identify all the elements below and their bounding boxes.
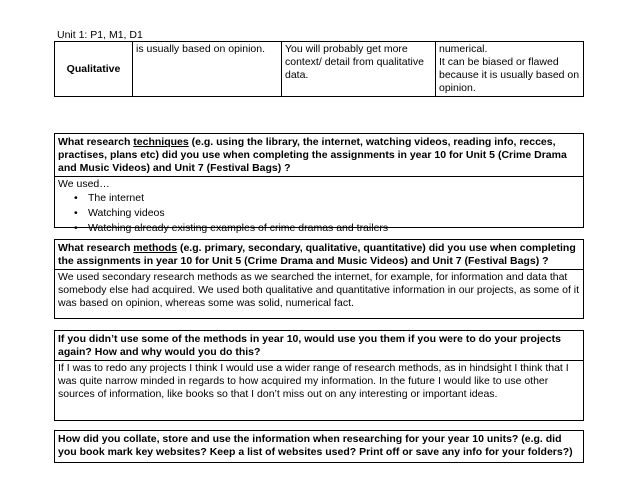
- list-item: • Watching videos: [88, 206, 580, 221]
- qualitative-table: [54, 41, 584, 97]
- question-techniques: [55, 134, 583, 177]
- question-methods-box: [54, 239, 584, 319]
- question-keyword: methods: [133, 242, 178, 254]
- question-techniques-box: [54, 133, 584, 234]
- question-collate: How did you collate, store and use the information when researching for your year 10 units? (e.g. did you book mark key websites? Keep a list of websites used? Print off or save any info for your folders?): [58, 433, 573, 458]
- question-redo-box: [54, 330, 584, 421]
- detail-cell: You will probably get more context/ detail from qualitative data.: [282, 42, 436, 97]
- question-methods: [55, 240, 583, 270]
- opinion-cell: is usually based on opinion.: [133, 42, 282, 97]
- answer-methods: We used secondary research methods as we searched the internet, for example, for information and data that somebody else had acquired. We used both qualitative and quantitative information in our projects, as some of it was based on opinion, whereas some was solid, numerical fact.: [58, 271, 580, 309]
- bias-cell-line2: It can be biased or flawed because it is usually based on opinion.: [439, 56, 580, 94]
- bias-cell: [436, 42, 584, 97]
- question-collate-box: [54, 430, 584, 463]
- bias-cell-line1: numerical.: [439, 43, 488, 55]
- page-header: Unit 1: P1, M1, D1: [57, 29, 143, 41]
- row-label: Qualitative: [55, 42, 133, 97]
- question-redo: If you didn’t use some of the methods in year 10, would use you them if you were to do your projects again? How and why would you do this?: [55, 331, 583, 361]
- answer-intro: We used…: [58, 178, 110, 190]
- techniques-list: [58, 191, 580, 236]
- list-item: • Watching already existing examples of crime dramas and trailers: [88, 221, 580, 236]
- question-text: (e.g. primary, secondary, qualitative, quantitative) did you use when completing the assignments in year 10 for Unit 5 (Crime Drama and Music Videos) and Unit 7 (Festival Bags) ?: [58, 242, 576, 267]
- question-text: What research: [58, 242, 134, 254]
- answer-redo: If I was to redo any projects I think I would use a wider range of research methods, as in hindsight I think that I was quite narrow minded in regards to how acquired my information. In the future I would like to use other sources of information, like books so that I don’t miss out on any interesting or important ideas.: [58, 362, 569, 400]
- answer-techniques: [55, 177, 583, 237]
- question-text: What research: [58, 136, 134, 148]
- list-item: • The internet: [88, 191, 580, 206]
- question-keyword: techniques: [133, 136, 189, 148]
- question-text: (e.g. using the library, the internet, watching videos, reading info, recces, practises, plans etc) did you use when completing the assignments in year 10 for Unit 5 (Crime Drama and Music Videos) and Unit 7 (Festival Bags) ?: [58, 136, 567, 174]
